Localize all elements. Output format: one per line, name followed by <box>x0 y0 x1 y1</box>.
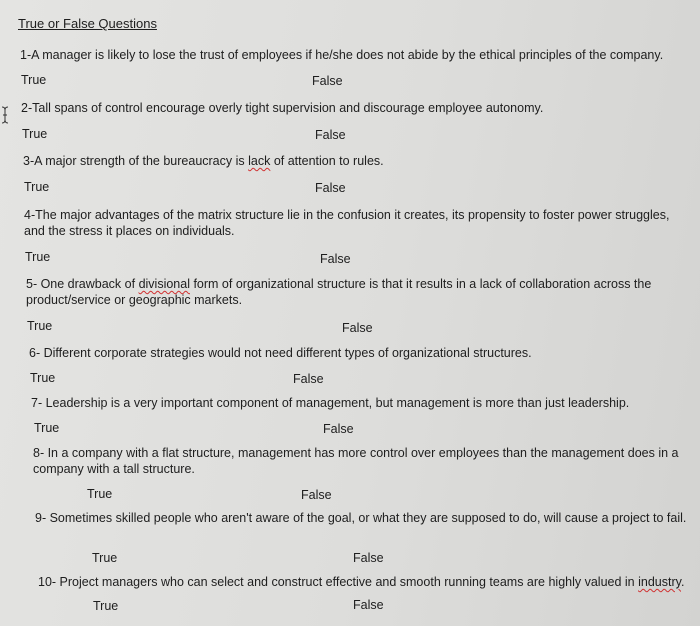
q1-true-option[interactable]: True <box>21 73 47 87</box>
question-5 <box>26 276 686 308</box>
question-3 <box>23 153 683 169</box>
question-8: 8- In a company with a flat structure, management has more control over employees than the management does in a company with a tall structure. <box>33 446 679 476</box>
question-10 <box>38 574 698 590</box>
q6-true-option[interactable]: True <box>30 371 56 385</box>
q1-false-option[interactable]: False <box>312 74 343 88</box>
question-5-text-start: 5- One drawback of <box>26 277 139 291</box>
q8-true-option[interactable]: True <box>87 487 113 501</box>
question-3-text-end: of attention to rules. <box>270 154 384 168</box>
question-10-text-end: . <box>680 575 685 589</box>
spellcheck-marked-word: lack <box>248 154 271 168</box>
q3-true-option[interactable]: True <box>24 180 50 194</box>
question-10-text-start: 10- Project managers who can select and construct effective and smooth running teams are highly valued in <box>38 575 639 589</box>
question-4: 4-The major advantages of the matrix structure lie in the confusion it creates, its propensity to foster power struggles, and the stress it places on individuals. <box>24 208 670 238</box>
spellcheck-marked-word: divisional <box>138 277 190 291</box>
q7-false-option[interactable]: False <box>323 422 354 436</box>
q5-true-option[interactable]: True <box>27 319 53 333</box>
question-7: 7- Leadership is a very important component of management, but management is more than just leadership. <box>31 396 630 410</box>
text-cursor-icon <box>0 106 10 124</box>
q8-false-option[interactable]: False <box>301 488 332 502</box>
question-1: 1-A manager is likely to lose the trust of employees if he/she does not abide by the ethical principles of the company. <box>20 48 664 62</box>
q7-true-option[interactable]: True <box>34 421 60 435</box>
q9-false-option[interactable]: False <box>353 551 384 565</box>
question-3-text-start: 3-A major strength of the bureaucracy is <box>23 154 249 168</box>
question-2: 2-Tall spans of control encourage overly tight supervision and discourage employee autonomy. <box>21 101 544 115</box>
q9-true-option[interactable]: True <box>92 551 118 565</box>
question-9: 9- Sometimes skilled people who aren't aware of the goal, or what they are supposed to do, will cause a project to fail. <box>35 511 687 525</box>
page-title: True or False Questions <box>18 16 157 31</box>
question-6: 6- Different corporate strategies would not need different types of organizational structures. <box>29 346 532 360</box>
q2-true-option[interactable]: True <box>22 127 48 141</box>
spellcheck-marked-word: industry <box>638 575 681 589</box>
q4-false-option[interactable]: False <box>320 252 351 266</box>
q5-false-option[interactable]: False <box>342 321 373 335</box>
question-5-text-end: form of organizational structure is that it results in a lack of collaboration across the product/service or geographic markets. <box>26 277 652 307</box>
q6-false-option[interactable]: False <box>293 372 324 386</box>
q3-false-option[interactable]: False <box>315 181 346 195</box>
q10-true-option[interactable]: True <box>93 599 119 613</box>
q10-false-option[interactable]: False <box>353 598 384 612</box>
q4-true-option[interactable]: True <box>25 250 51 264</box>
q2-false-option[interactable]: False <box>315 128 346 142</box>
